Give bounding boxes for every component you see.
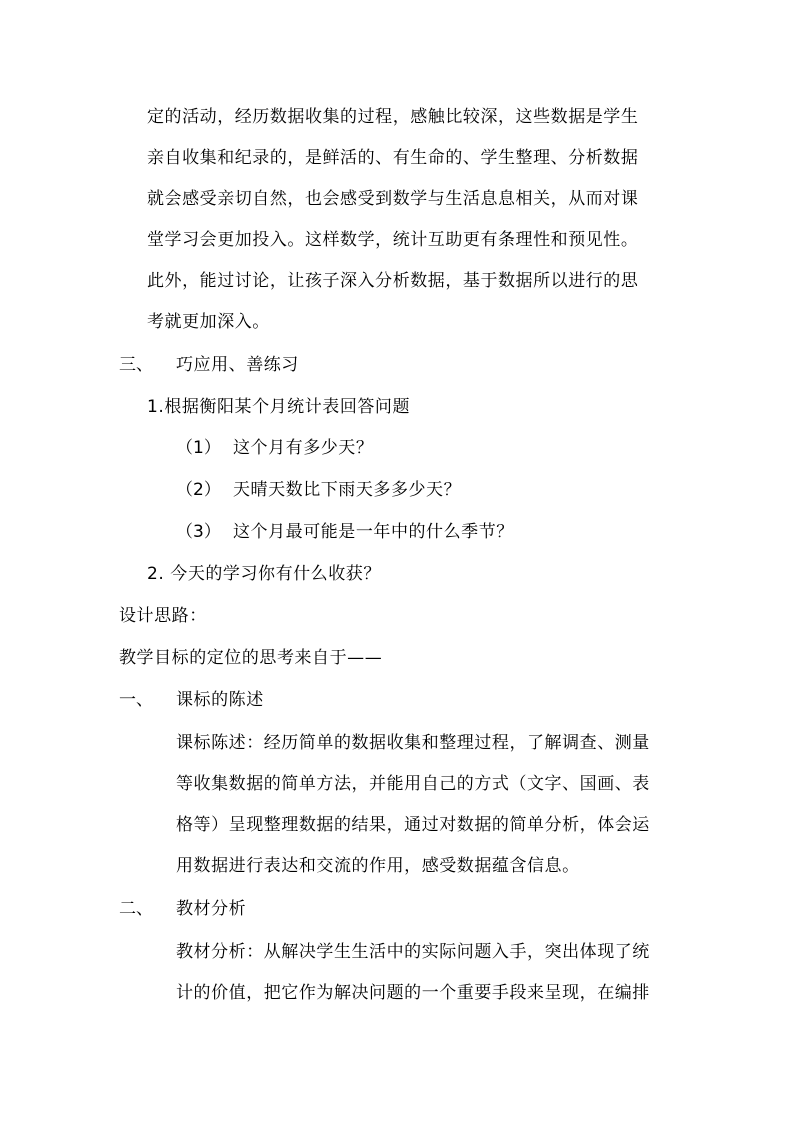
design-heading: 设计思路： <box>119 606 207 626</box>
sub-item-text: 这个月最可能是一年中的什么季节？ <box>233 522 514 542</box>
paragraph-line: 用数据进行表达和交流的作用，感受数据蕴含信息。 <box>176 856 580 876</box>
paragraph-line: 计的价值，把它作为解决问题的一个重要手段来呈现，在编排 <box>176 983 650 1003</box>
section-number: 二、 <box>119 899 153 919</box>
question-item: 1.根据衡阳某个月统计表回答问题 <box>147 397 411 417</box>
section-number: 三、 <box>119 355 153 375</box>
section-heading: 课标的陈述 <box>176 690 264 710</box>
paragraph-line: 堂学习会更加投入。这样数学，统计互助更有条理性和预见性。 <box>147 230 639 250</box>
sub-item-number: （3） <box>176 522 221 542</box>
question-item: 2. 今天的学习你有什么收获？ <box>147 564 381 584</box>
paragraph-line: 此外，能过讨论，让孩子深入分析数据，基于数据所以进行的思 <box>147 271 639 291</box>
section-number: 一、 <box>119 690 153 710</box>
section-heading: 巧应用、善练习 <box>176 355 299 375</box>
sub-item-number: （2） <box>176 480 221 500</box>
paragraph-line: 格等）呈现整理数据的结果，通过对数据的简单分析，体会运 <box>176 815 650 835</box>
sub-item-number: （1） <box>176 438 221 458</box>
section-heading: 教材分析 <box>176 899 247 919</box>
sub-item-text: 天晴天数比下雨天多多少天？ <box>233 480 462 500</box>
paragraph-line: 课标陈述：经历简单的数据收集和整理过程，了解调查、测量 <box>176 733 650 753</box>
paragraph-line: 亲自收集和纪录的，是鲜活的、有生命的、学生整理、分析数据 <box>147 148 639 168</box>
paragraph-line: 就会感受亲切自然，也会感受到数学与生活息息相关，从而对课 <box>147 189 639 209</box>
paragraph-line: 教材分析：从解决学生生活中的实际问题入手，突出体现了统 <box>176 942 650 962</box>
design-intro: 教学目标的定位的思考来自于—— <box>119 648 383 668</box>
paragraph-line: 定的活动，经历数据收集的过程，感触比较深，这些数据是学生 <box>147 107 639 127</box>
sub-item-text: 这个月有多少天？ <box>233 438 374 458</box>
paragraph-line: 考就更加深入。 <box>147 312 270 332</box>
paragraph-line: 等收集数据的简单方法，并能用自己的方式（文字、国画、表 <box>176 774 650 794</box>
